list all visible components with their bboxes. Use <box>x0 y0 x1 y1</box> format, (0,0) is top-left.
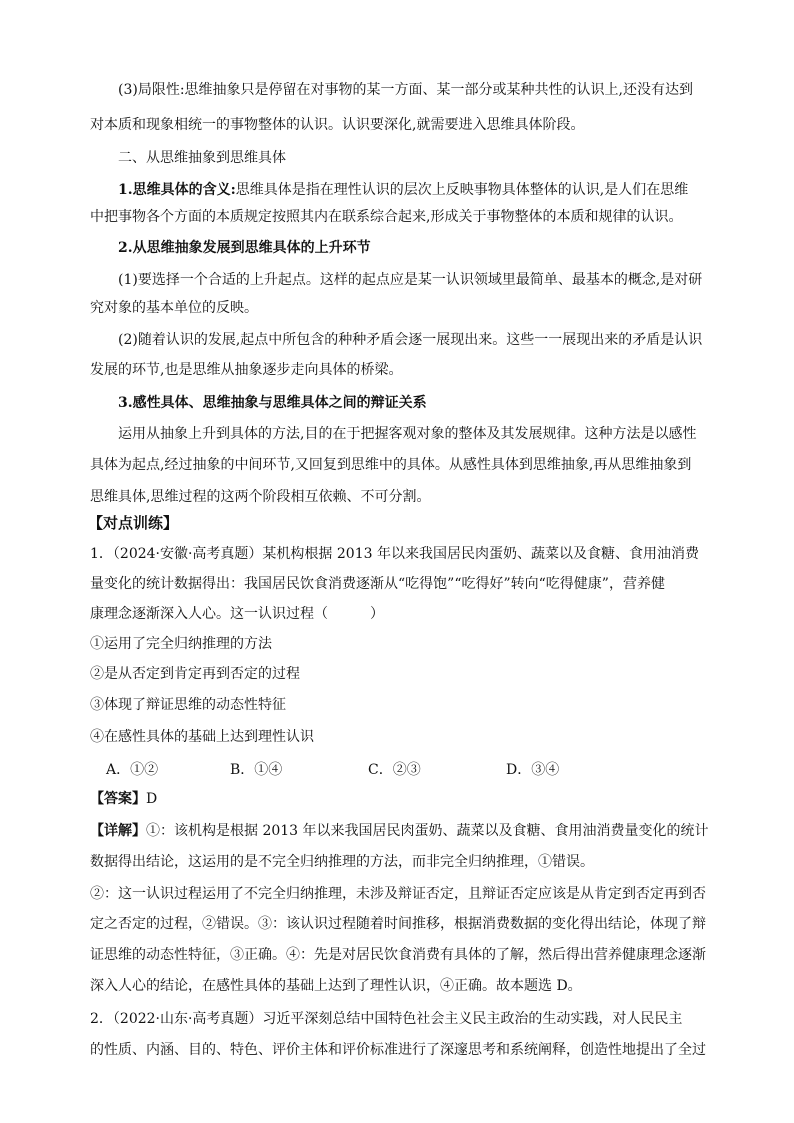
detail-line: 证思维的动态性特征，③正确。④：先是对居民饮食消费有具体的了解，然后得出营养健康理念逐渐 <box>90 947 706 963</box>
text-line: (1)要选择一个合适的上升起点。这样的起点应是某一认识领域里最简单、最基本的概念,是对研 <box>118 272 703 288</box>
subheading: 2.从思维抽象发展到思维具体的上升环节 <box>118 240 371 256</box>
text-line: 思维具体,思维过程的这两个阶段相互依赖、不可分割。 <box>90 489 431 505</box>
statement-1: ①运用了完全归纳推理的方法 <box>90 636 272 652</box>
term-definition: 思维具体是指在理性认识的层次上反映事物具体整体的认识,是人们在思维 <box>235 182 689 198</box>
detail-line: 深入人心的结论，在感性具体的基础上达到了理性认识，④正确。故本题选 D。 <box>90 978 582 994</box>
question-2-line: 的性质、内涵、目的、特色、评价主体和评价标准进行了深邃思考和系统阐释，创造性地提出了全过 <box>90 1042 706 1058</box>
text-line: 运用从抽象上升到具体的方法,目的在于把握客观对象的整体及其发展规律。这种方法是以感性 <box>118 426 697 442</box>
answer-label: 【答案】 <box>90 791 146 807</box>
statement-4: ④在感性具体的基础上达到理性认识 <box>90 729 314 745</box>
detail-text: ①：该机构是根据 2013 年以来我国居民肉蛋奶、蔬菜以及食糖、食用油消费量变化的统计 <box>146 823 709 839</box>
question-1-line: 康理念逐渐深入人心。这一认识过程（ ） <box>90 606 384 622</box>
term-label: 1.思维具体的含义: <box>118 182 236 198</box>
section-title: 【对点训练】 <box>88 514 179 532</box>
detail-line <box>90 821 715 841</box>
text-line: 对本质和现象相统一的事物整体的认识。认识要深化,就需要进入思维具体阶段。 <box>90 117 585 133</box>
option-d: D．③④ <box>506 762 560 778</box>
text-line: (2)随着认识的发展,起点中所包含的种种矛盾会逐一展现出来。这些一一展现出来的矛盾是认识 <box>118 332 703 348</box>
statement-2: ②是从否定到肯定再到否定的过程 <box>90 666 300 682</box>
paragraph-line <box>118 180 715 200</box>
answer-line <box>90 789 715 809</box>
option-c: C．②③ <box>368 762 421 778</box>
statement-3: ③体现了辩证思维的动态性特征 <box>90 697 286 713</box>
question-1-line: 1．（2024·安徽·高考真题）某机构根据 2013 年以来我国居民肉蛋奶、蔬菜以及食糖、食用油消费 <box>90 546 699 562</box>
detail-label: 【详解】 <box>90 823 146 839</box>
option-b: B．①④ <box>230 762 283 778</box>
text-line: 发展的环节,也是思维从抽象逐步走向具体的桥梁。 <box>90 362 403 378</box>
detail-line: 定之否定的过程，②错误。③：该认识过程随着时间推移，根据消费数据的变化得出结论，体现了辩 <box>90 916 706 932</box>
detail-line: 数据得出结论，这运用的是不完全归纳推理的方法，而非完全归纳推理，①错误。 <box>90 854 594 870</box>
subheading: 二、从思维抽象到思维具体 <box>118 150 286 166</box>
text-line: (3)局限性:思维抽象只是停留在对事物的某一方面、某一部分或某种共性的认识上,还没有达到 <box>118 82 693 98</box>
subheading: 3.感性具体、思维抽象与思维具体之间的辩证关系 <box>118 395 427 411</box>
question-2-line: 2．（2022·山东·高考真题）习近平深刻总结中国特色社会主义民主政治的生动实践，对人民民主 <box>90 1011 683 1027</box>
text-line: 究对象的基本单位的反映。 <box>90 300 258 316</box>
question-1-line: 量变化的统计数据得出：我国居民饮食消费逐渐从“吃得饱”“吃得好”转向“吃得健康”，营养健 <box>90 576 665 592</box>
option-a: A．①② <box>106 762 159 778</box>
text-line: 具体为起点,经过抽象的中间环节,又回复到思维中的具体。从感性具体到思维抽象,再从思维抽象到 <box>90 457 692 473</box>
detail-line: ②：这一认识过程运用了不完全归纳推理，未涉及辩证否定，且辩证否定应该是从肯定到否定再到否 <box>90 886 706 902</box>
answer-value: D <box>146 791 158 807</box>
text-line: 中把事物各个方面的本质规定按照其内在联系综合起来,形成关于事物整体的本质和规律的认识。 <box>90 209 683 225</box>
answer-options <box>106 759 666 779</box>
